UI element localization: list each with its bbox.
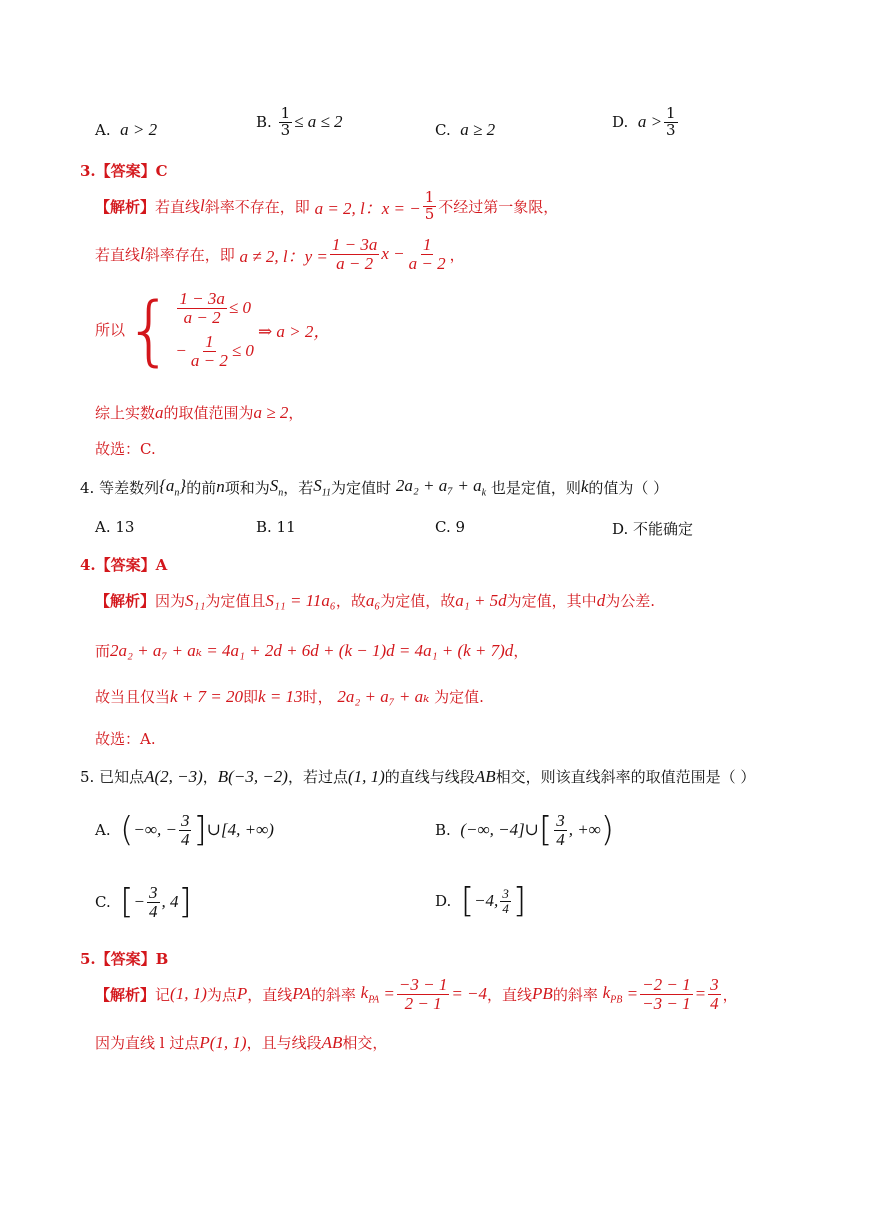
option-expr: a > xyxy=(637,112,663,132)
answer-5-heading: 5.【答案】B xyxy=(80,950,169,968)
frac-den: 3 xyxy=(666,120,676,139)
option-label: A. xyxy=(95,121,111,139)
option-expr: a > 2 xyxy=(120,120,158,139)
frac-num: 1 xyxy=(666,104,676,122)
answer-4-line1: 【解析】 因为 S₁₁ 为定值且 S₁₁ = 11a₆ ，故 a₆ 为定值，故 a₁ + 5d 为定值，其中 d 为公差. xyxy=(95,590,655,610)
option-expr: ≤ a ≤ 2 xyxy=(294,112,343,132)
option-label: D. xyxy=(612,113,629,132)
answer-5-line2: 因为直线 l 过点 P(1, 1) ，且与线段 AB 相交， xyxy=(95,1032,388,1052)
answer-3-system: 所以 { $\frac{1 - 3a}{a - 2}$ ≤ 0 − $\frac{1}{a - 2}$ ≤ 0 ⇒ a > 2， xyxy=(95,284,331,374)
question-4: 4. 等差数列 $\{a_n\}$ 的前 n 项和为 $S_n$ ，若 $S_{11}$ 为定值时 $2a_2 + a_7 + a_k$ 也是定值，则 k 的值为（ ） xyxy=(80,476,669,499)
answer-3-line1: 【解析】 若直线 l 斜率不存在，即 a = 2, l：x = − $\frac{1}{5}$ 不经过第一象限， xyxy=(95,188,559,223)
analysis-tag: 【解析】 xyxy=(95,197,156,216)
answer-4-line3: 故当且仅当 k + 7 = 20 即 k = 13 时， 2a₂ + a₇ + aₖ 为定值. xyxy=(95,686,484,706)
option-label: C. xyxy=(435,121,451,139)
answer-5-line1: 【解析】 记 (1, 1) 为点 P ，直线 PA 的斜率 $k_{PA}$ = $\frac{-3 - 1}{2 - 1}$ = −4 ，直线 PB 的斜率 $k_{PB}$ = $\frac{-2 - 1}{-3 - 1}$ = $\frac{3}{4}$ ， xyxy=(95,975,738,1013)
q5-option-c: C. [ − $\frac{3}{4}$ , 4 ] xyxy=(95,882,192,923)
q2-option-c xyxy=(435,112,495,148)
answer-4-line2: 而 2a₂ + a₇ + aₖ = 4a₁ + 2d + 6d + (k − 1)d = 4a₁ + (k + 7)d ， xyxy=(95,640,529,660)
q4-option-d: D. 不能确定 xyxy=(612,520,694,538)
q5-option-d: D. [ −4, $\frac{3}{4}$ ] xyxy=(435,881,527,921)
frac-den: 3 xyxy=(280,120,291,139)
analysis-tag: 【解析】 xyxy=(95,985,156,1004)
q4-option-c: C. 9 xyxy=(435,518,466,536)
option-expr: a ≥ 2 xyxy=(460,120,496,139)
answer-3-heading: 3.【答案】C xyxy=(80,162,168,180)
answer-4-heading: 4.【答案】A xyxy=(80,556,168,574)
q5-option-a: A. ( −∞, − $\frac{3}{4}$ ] ∪[4, +∞) xyxy=(95,810,274,851)
answer-3-line2: 若直线 l 斜率存在，即 a ≠ 2, l：y = $\frac{1 - 3a}{a - 2}$ x − $\frac{1}{a - 2}$ ， xyxy=(95,235,465,273)
answer-3-line5: 故选：C. xyxy=(95,440,156,458)
q2-option-b xyxy=(256,106,343,139)
q5-option-b: B. (−∞, −4]∪ [ $\frac{3}{4}$ , +∞ ) xyxy=(435,810,615,851)
analysis-tag: 【解析】 xyxy=(95,592,156,610)
question-5: 5. 已知点 A(2, −3) ， B(−3, −2) ，若过点 (1, 1) 的直线与线段 AB 相交，则该直线斜率的取值范围是（ ） xyxy=(80,766,756,786)
q4-option-a: A. 13 xyxy=(95,518,135,536)
answer-3-line4: 综上实数 a 的取值范围为 a ≥ 2 ， xyxy=(95,402,304,422)
q4-option-b: B. 11 xyxy=(256,518,296,536)
option-label: B. xyxy=(256,113,272,132)
answer-4-line4: 故选：A. xyxy=(95,730,156,748)
q2-option-d xyxy=(612,106,680,139)
frac-num: 1 xyxy=(280,104,291,122)
q2-option-a xyxy=(95,112,157,148)
left-brace: { xyxy=(125,284,174,374)
